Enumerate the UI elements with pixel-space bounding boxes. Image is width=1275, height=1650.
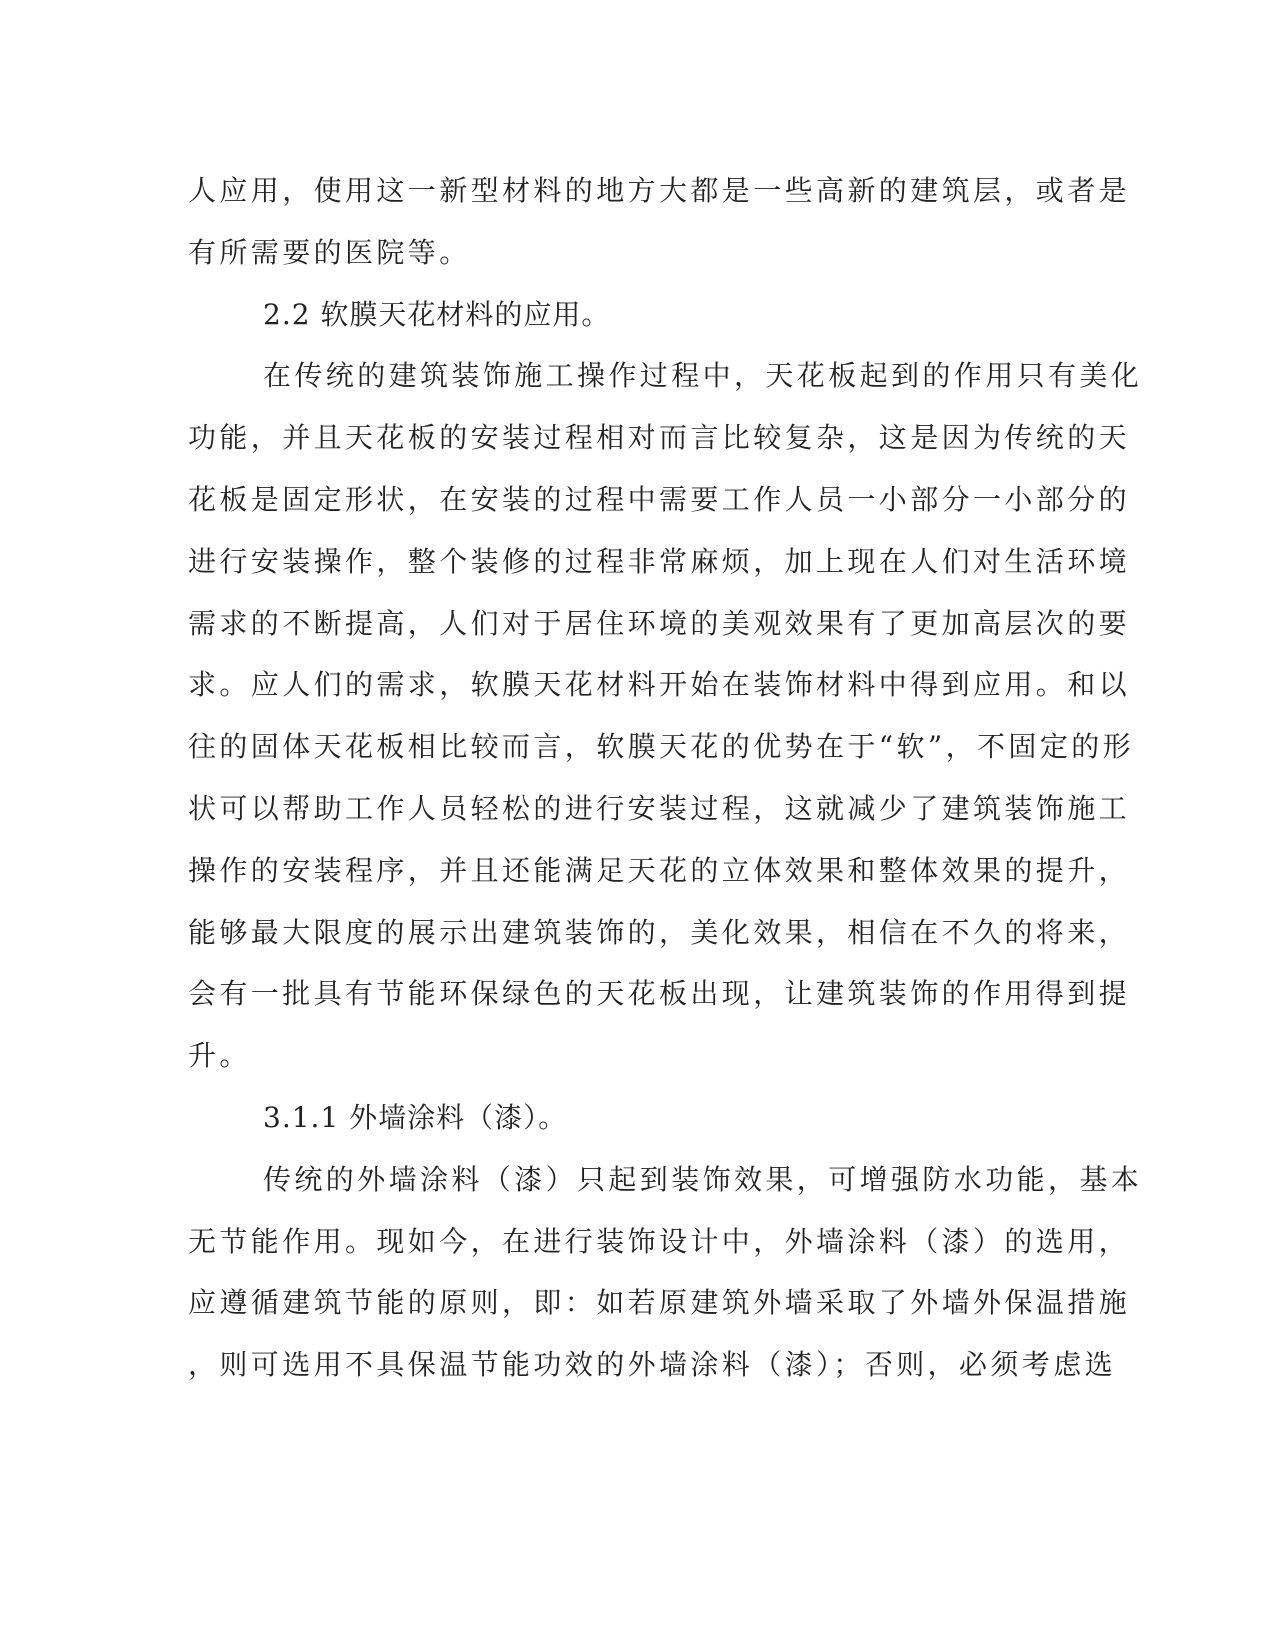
paragraph-line: 会有一批具有节能环保绿色的天花板出现，让建筑装饰的作用得到提 bbox=[188, 977, 1131, 1011]
paragraph-line: 在传统的建筑装饰施工操作过程中，天花板起到的作用只有美化 bbox=[263, 359, 1143, 393]
paragraph-line: ，则可选用不具保温节能功效的外墙涂料（漆）；否则，必须考虑选 bbox=[188, 1348, 1117, 1382]
paragraph-line: 升。 bbox=[188, 1039, 251, 1073]
paragraph-line: 状可以帮助工作人员轻松的进行安装过程，这就减少了建筑装饰施工 bbox=[188, 791, 1131, 825]
paragraph-line: 求。应人们的需求，软膜天花材料开始在装饰材料中得到应用。和以 bbox=[188, 668, 1131, 702]
paragraph-line: 无节能作用。现如今，在进行装饰设计中，外墙涂料（漆）的选用， bbox=[188, 1224, 1131, 1258]
paragraph-line: 能够最大限度的展示出建筑装饰的，美化效果，相信在不久的将来， bbox=[188, 915, 1131, 949]
paragraph-line: 进行安装操作，整个装修的过程非常麻烦，加上现在人们对生活环境 bbox=[188, 544, 1131, 578]
paragraph-line: 功能，并且天花板的安装过程相对而言比较复杂，这是因为传统的天 bbox=[188, 421, 1131, 455]
body-text bbox=[188, 160, 1143, 1396]
paragraph-line: 操作的安装程序，并且还能满足天花的立体效果和整体效果的提升， bbox=[188, 853, 1131, 887]
paragraph-line: 人应用，使用这一新型材料的地方大都是一些高新的建筑层，或者是 bbox=[188, 174, 1131, 207]
section-heading-3-1-1: 3.1.1 外墙涂料（漆）。 bbox=[263, 1100, 568, 1134]
paragraph-line: 需求的不断提高，人们对于居住环境的美观效果有了更加高层次的要 bbox=[188, 606, 1131, 640]
paragraph-line: 应遵循建筑节能的原则，即：如若原建筑外墙采取了外墙外保温措施 bbox=[188, 1286, 1131, 1320]
paragraph-line: 花板是固定形状，在安装的过程中需要工作人员一小部分一小部分的 bbox=[188, 482, 1131, 516]
section-heading-2-2: 2.2 软膜天花材料的应用。 bbox=[263, 297, 611, 331]
paragraph-line: 往的固体天花板相比较而言，软膜天花的优势在于“软”，不固定的形 bbox=[188, 730, 1135, 764]
paragraph-line: 传统的外墙涂料（漆）只起到装饰效果，可增强防水功能，基本 bbox=[263, 1162, 1143, 1196]
paragraph-line: 有所需要的医院等。 bbox=[188, 235, 471, 269]
